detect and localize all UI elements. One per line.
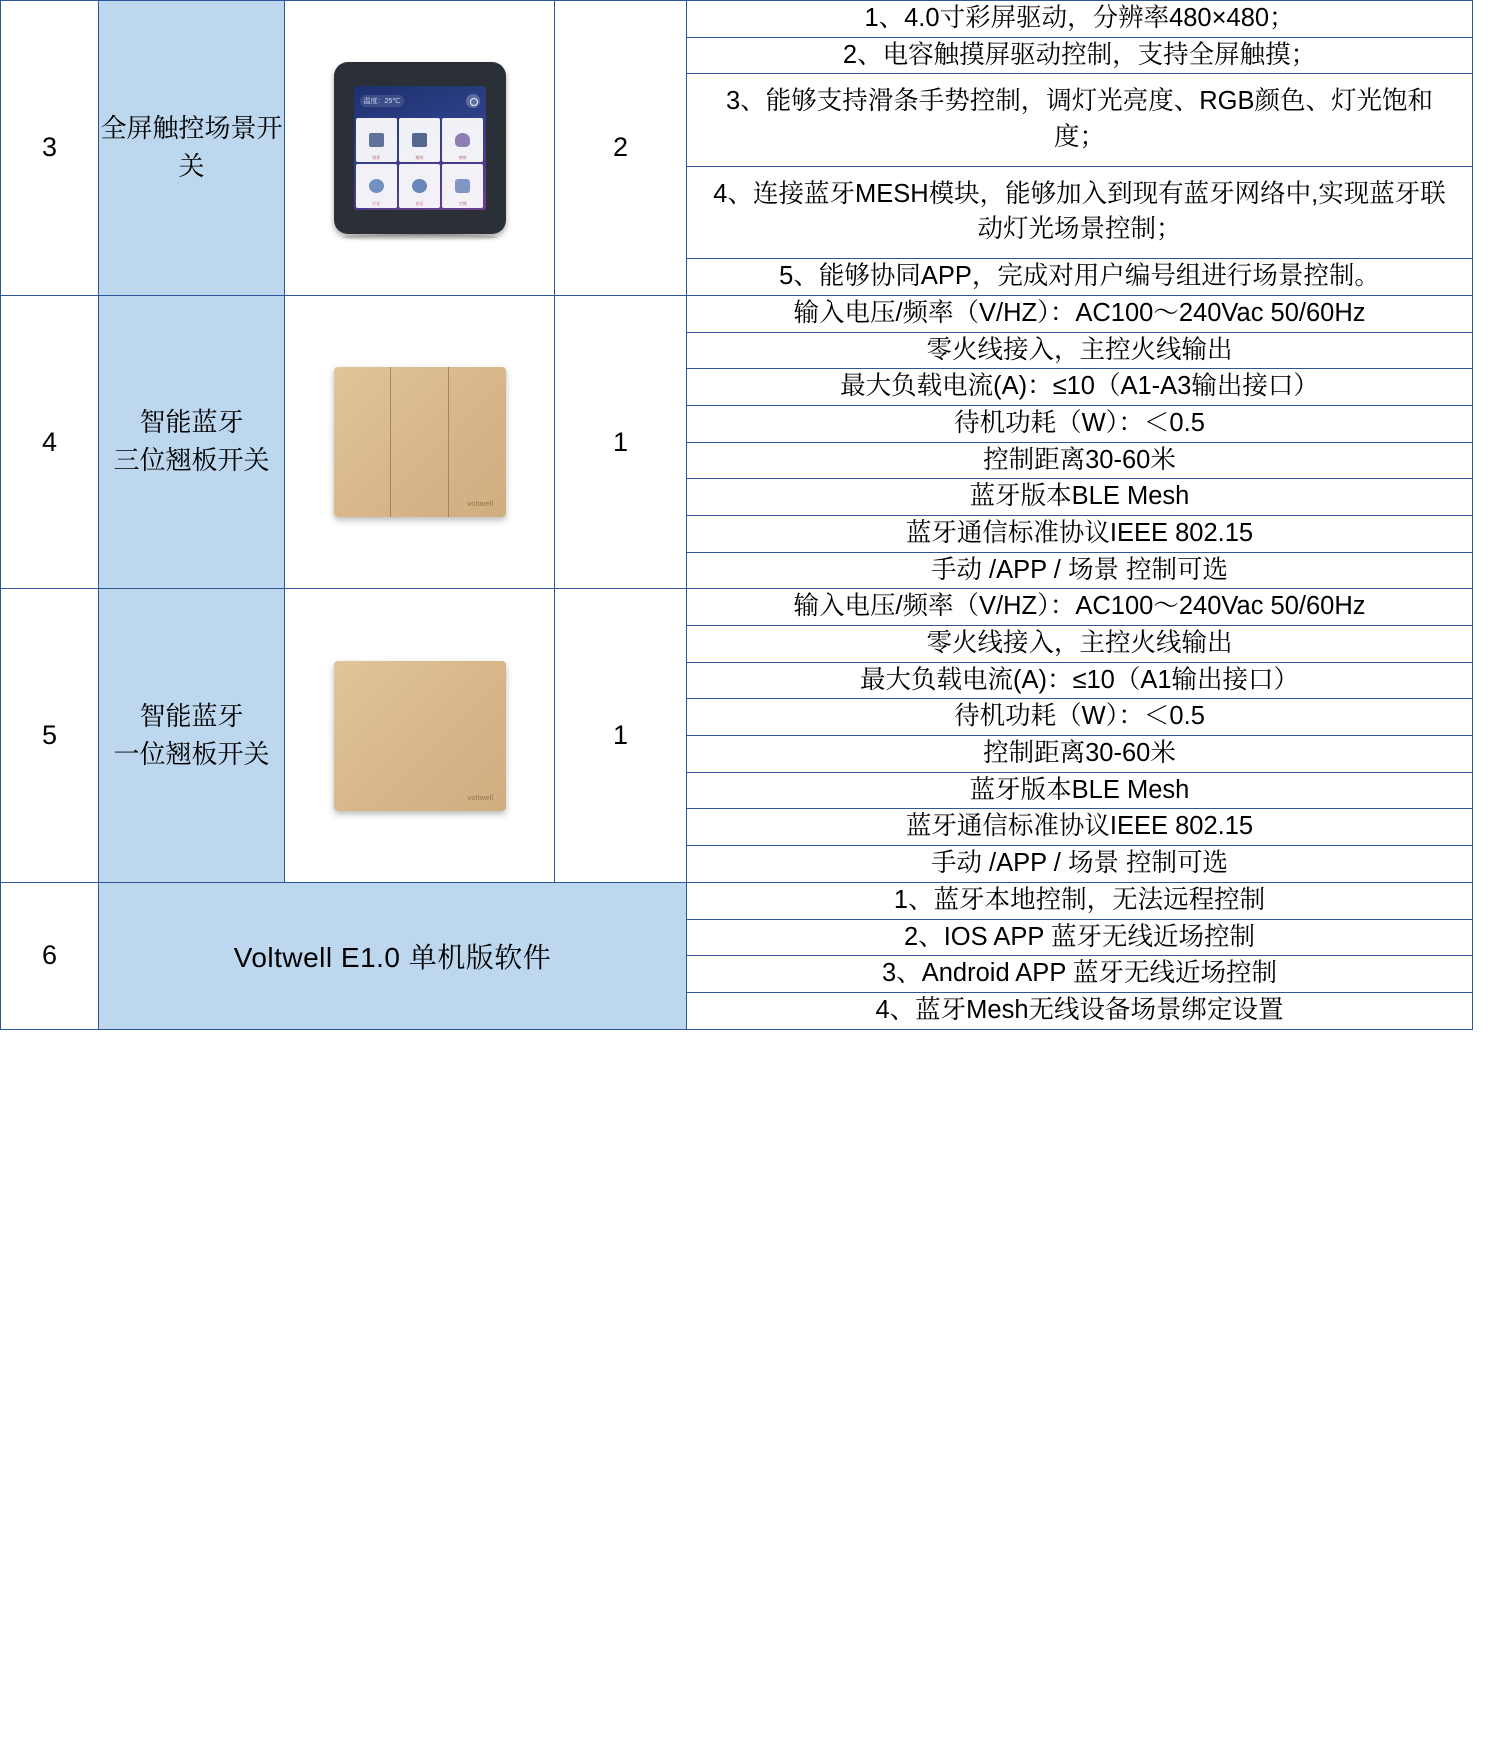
- rocker-segment: [449, 367, 506, 517]
- spec-list: [687, 296, 1472, 589]
- spec-item: 蓝牙版本BLE Mesh: [687, 772, 1472, 809]
- spec-item: 3、Android APP 蓝牙无线近场控制: [687, 956, 1472, 993]
- touch-panel-screen: [354, 86, 486, 210]
- product-name: 全屏触控场景开关: [99, 1, 285, 296]
- screen-tile: [356, 118, 397, 162]
- rocker-segment: [391, 367, 448, 517]
- product-quantity: 1: [555, 295, 687, 589]
- row-index: 5: [1, 589, 99, 883]
- spec-item: 2、电容触摸屏驱动控制，支持全屏触摸；: [687, 37, 1472, 74]
- software-name: Voltwell E1.0 单机版软件: [99, 882, 687, 1029]
- spec-item: 零火线接入，主控火线输出: [687, 626, 1472, 663]
- product-name-line1: 智能蓝牙: [139, 700, 244, 731]
- screen-tile: [356, 164, 397, 208]
- product-name-line2: 一位翘板开关: [113, 738, 270, 769]
- screen-status-bar: [354, 86, 486, 116]
- brand-mark: voltwell: [467, 794, 494, 802]
- lamp-icon: [369, 179, 384, 193]
- product-name: [99, 589, 285, 883]
- spec-item: 输入电压/频率（V/HZ）：AC100～240Vac 50/60Hz: [687, 589, 1472, 625]
- spec-item: 输入电压/频率（V/HZ）：AC100～240Vac 50/60Hz: [687, 296, 1472, 332]
- spec-item: 3、能够支持滑条手势控制，调灯光亮度、RGB颜色、灯光饱和度；: [687, 74, 1472, 166]
- touch-panel-image: [285, 52, 554, 244]
- table-row: [1, 882, 1473, 1029]
- product-name-line1: 智能蓝牙: [139, 407, 244, 438]
- spec-item: 1、蓝牙本地控制，无法远程控制: [687, 883, 1472, 919]
- rocker-segment: [334, 367, 391, 517]
- row-index: 4: [1, 295, 99, 589]
- spec-item: 蓝牙版本BLE Mesh: [687, 479, 1472, 516]
- spec-item: 1、4.0寸彩屏驱动，分辨率480×480；: [687, 1, 1472, 37]
- product-image-cell: [285, 1, 555, 296]
- product-spec-cell: [687, 589, 1473, 883]
- tile-label: 空调: [458, 200, 467, 206]
- screen-tile-grid: [354, 116, 486, 210]
- product-image-cell: [285, 589, 555, 883]
- product-quantity: 2: [555, 1, 687, 296]
- spec-item: 蓝牙通信标准协议IEEE 802.15: [687, 809, 1472, 846]
- spec-list: [687, 589, 1472, 882]
- one-gang-rocker-switch-image: [285, 651, 554, 821]
- product-spec-cell: [687, 295, 1473, 589]
- spec-item: 控制距离30-60米: [687, 442, 1472, 479]
- spec-item: 最大负载电流(A)：≤10（A1输出接口）: [687, 662, 1472, 699]
- tile-label: 情景: [372, 154, 381, 160]
- music-icon: [412, 179, 427, 193]
- curtain-icon: [455, 133, 470, 147]
- product-image-cell: [285, 295, 555, 589]
- spec-item: 蓝牙通信标准协议IEEE 802.15: [687, 515, 1472, 552]
- screen-tile: [442, 164, 483, 208]
- row-index: 3: [1, 1, 99, 296]
- tile-label: 照明: [415, 154, 424, 160]
- rocker-switch-body: [334, 367, 506, 517]
- temperature-label: 温度：25℃: [360, 95, 405, 107]
- spec-item: 手动 /APP / 场景 控制可选: [930, 555, 1229, 584]
- spec-item: 4、连接蓝牙MESH模块，能够加入到现有蓝牙网络中,实现蓝牙联动灯光场景控制；: [687, 166, 1472, 258]
- table-row: [1, 295, 1473, 589]
- spec-item: 手动 /APP / 场景 控制可选: [930, 849, 1229, 878]
- tile-label: 窗帘: [458, 154, 467, 160]
- product-quantity: 1: [555, 589, 687, 883]
- spec-list: [687, 883, 1472, 1029]
- spec-item: 零火线接入，主控火线输出: [687, 332, 1472, 369]
- three-gang-rocker-switch-image: [285, 357, 554, 527]
- wifi-icon: [466, 94, 480, 108]
- product-spec-cell: [687, 1, 1473, 296]
- tile-label: 灯光: [372, 200, 381, 206]
- screen-tile: [399, 164, 440, 208]
- spec-item: 待机功耗（W）：＜0.5: [687, 405, 1472, 442]
- table-row: [1, 1, 1473, 296]
- spec-list: [687, 1, 1472, 295]
- table-row: [1, 589, 1473, 883]
- row-index: 6: [1, 882, 99, 1029]
- screen-tile: [399, 118, 440, 162]
- touch-panel-body: [334, 62, 506, 234]
- screen-tile: [442, 118, 483, 162]
- lighting-icon: [412, 133, 427, 147]
- spec-item: 2、IOS APP 蓝牙无线近场控制: [687, 919, 1472, 956]
- scene-icon: [369, 133, 384, 147]
- rocker-switch-body: [334, 661, 506, 811]
- spec-item: 最大负载电流(A)：≤10（A1-A3输出接口）: [687, 369, 1472, 406]
- tile-label: 音乐: [415, 200, 424, 206]
- brand-mark: voltwell: [467, 501, 494, 509]
- product-name: [99, 295, 285, 589]
- product-spec-cell: [687, 882, 1473, 1029]
- spec-item: 5、能够协同APP，完成对用户编号组进行场景控制。: [779, 262, 1380, 291]
- spec-item: 4、蓝牙Mesh无线设备场景绑定设置: [875, 995, 1284, 1024]
- spec-item: 待机功耗（W）：＜0.5: [687, 699, 1472, 736]
- spec-item: 控制距离30-60米: [687, 736, 1472, 773]
- air-conditioner-icon: [455, 179, 470, 193]
- product-name-line2: 三位翘板开关: [113, 445, 270, 476]
